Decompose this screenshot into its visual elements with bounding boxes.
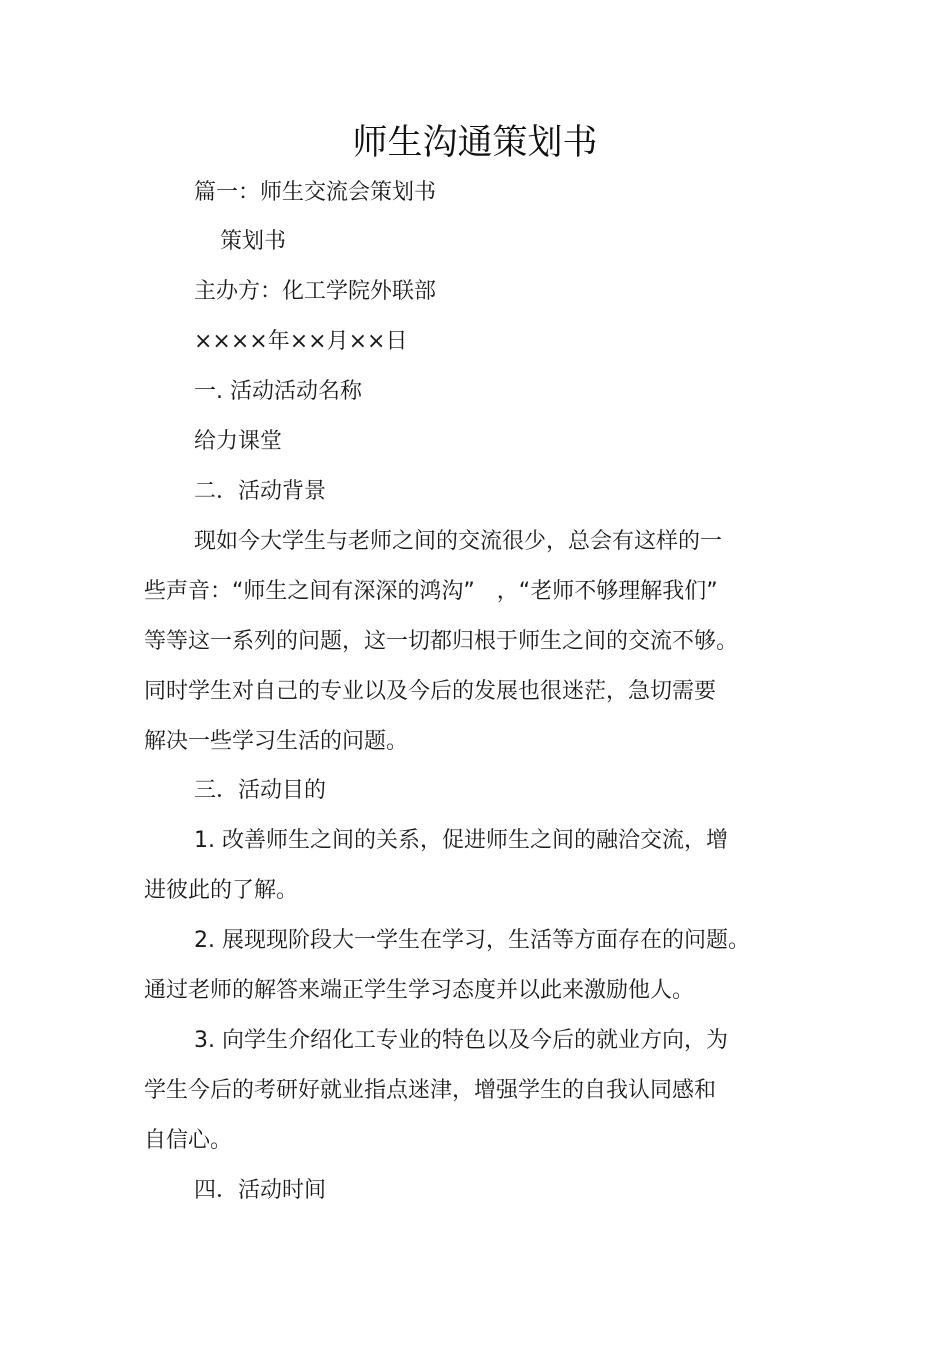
paragraph-line: 进彼此的了解。: [144, 878, 299, 903]
paragraph-line: 2. 展现现阶段大一学生在学习，生活等方面存在的问题。: [194, 928, 750, 953]
section-heading: 篇一：师生交流会策划书: [194, 180, 437, 205]
paragraph-line: 些声音：“师生之间有深深的鸿沟” ，“老师不够理解我们”: [144, 579, 718, 604]
section-heading: 一. 活动活动名称: [194, 379, 362, 404]
paragraph-line: 同时学生对自己的专业以及今后的发展也很迷茫，急切需要: [144, 679, 717, 704]
paragraph-line: 给力课堂: [194, 429, 283, 454]
paragraph-line: 1. 改善师生之间的关系，促进师生之间的融洽交流，增: [194, 828, 728, 853]
section-heading: 四．活动时间: [194, 1178, 327, 1203]
paragraph-line: 解决一些学习生活的问题。: [144, 729, 409, 754]
section-heading: 三．活动目的: [194, 778, 327, 803]
date-line: ××××年××月××日: [194, 329, 408, 354]
paragraph-line: 现如今大学生与老师之间的交流很少，总会有这样的一: [194, 529, 723, 554]
organizer-line: 主办方：化工学院外联部: [194, 279, 437, 304]
paragraph-line: 学生今后的考研好就业指点迷津，增强学生的自我认同感和: [144, 1078, 717, 1103]
paragraph-line: 自信心。: [144, 1128, 233, 1153]
section-heading: 二．活动背景: [194, 479, 327, 504]
paragraph-line: 通过老师的解答来端正学生学习态度并以此来激励他人。: [144, 978, 695, 1003]
document-title: 师生沟通策划书: [352, 123, 598, 163]
paragraph-line: 等等这一系列的问题，这一切都归根于师生之间的交流不够。: [144, 629, 739, 654]
subheading: 策划书: [220, 229, 287, 254]
paragraph-line: 3. 向学生介绍化工专业的特色以及今后的就业方向，为: [194, 1028, 728, 1053]
